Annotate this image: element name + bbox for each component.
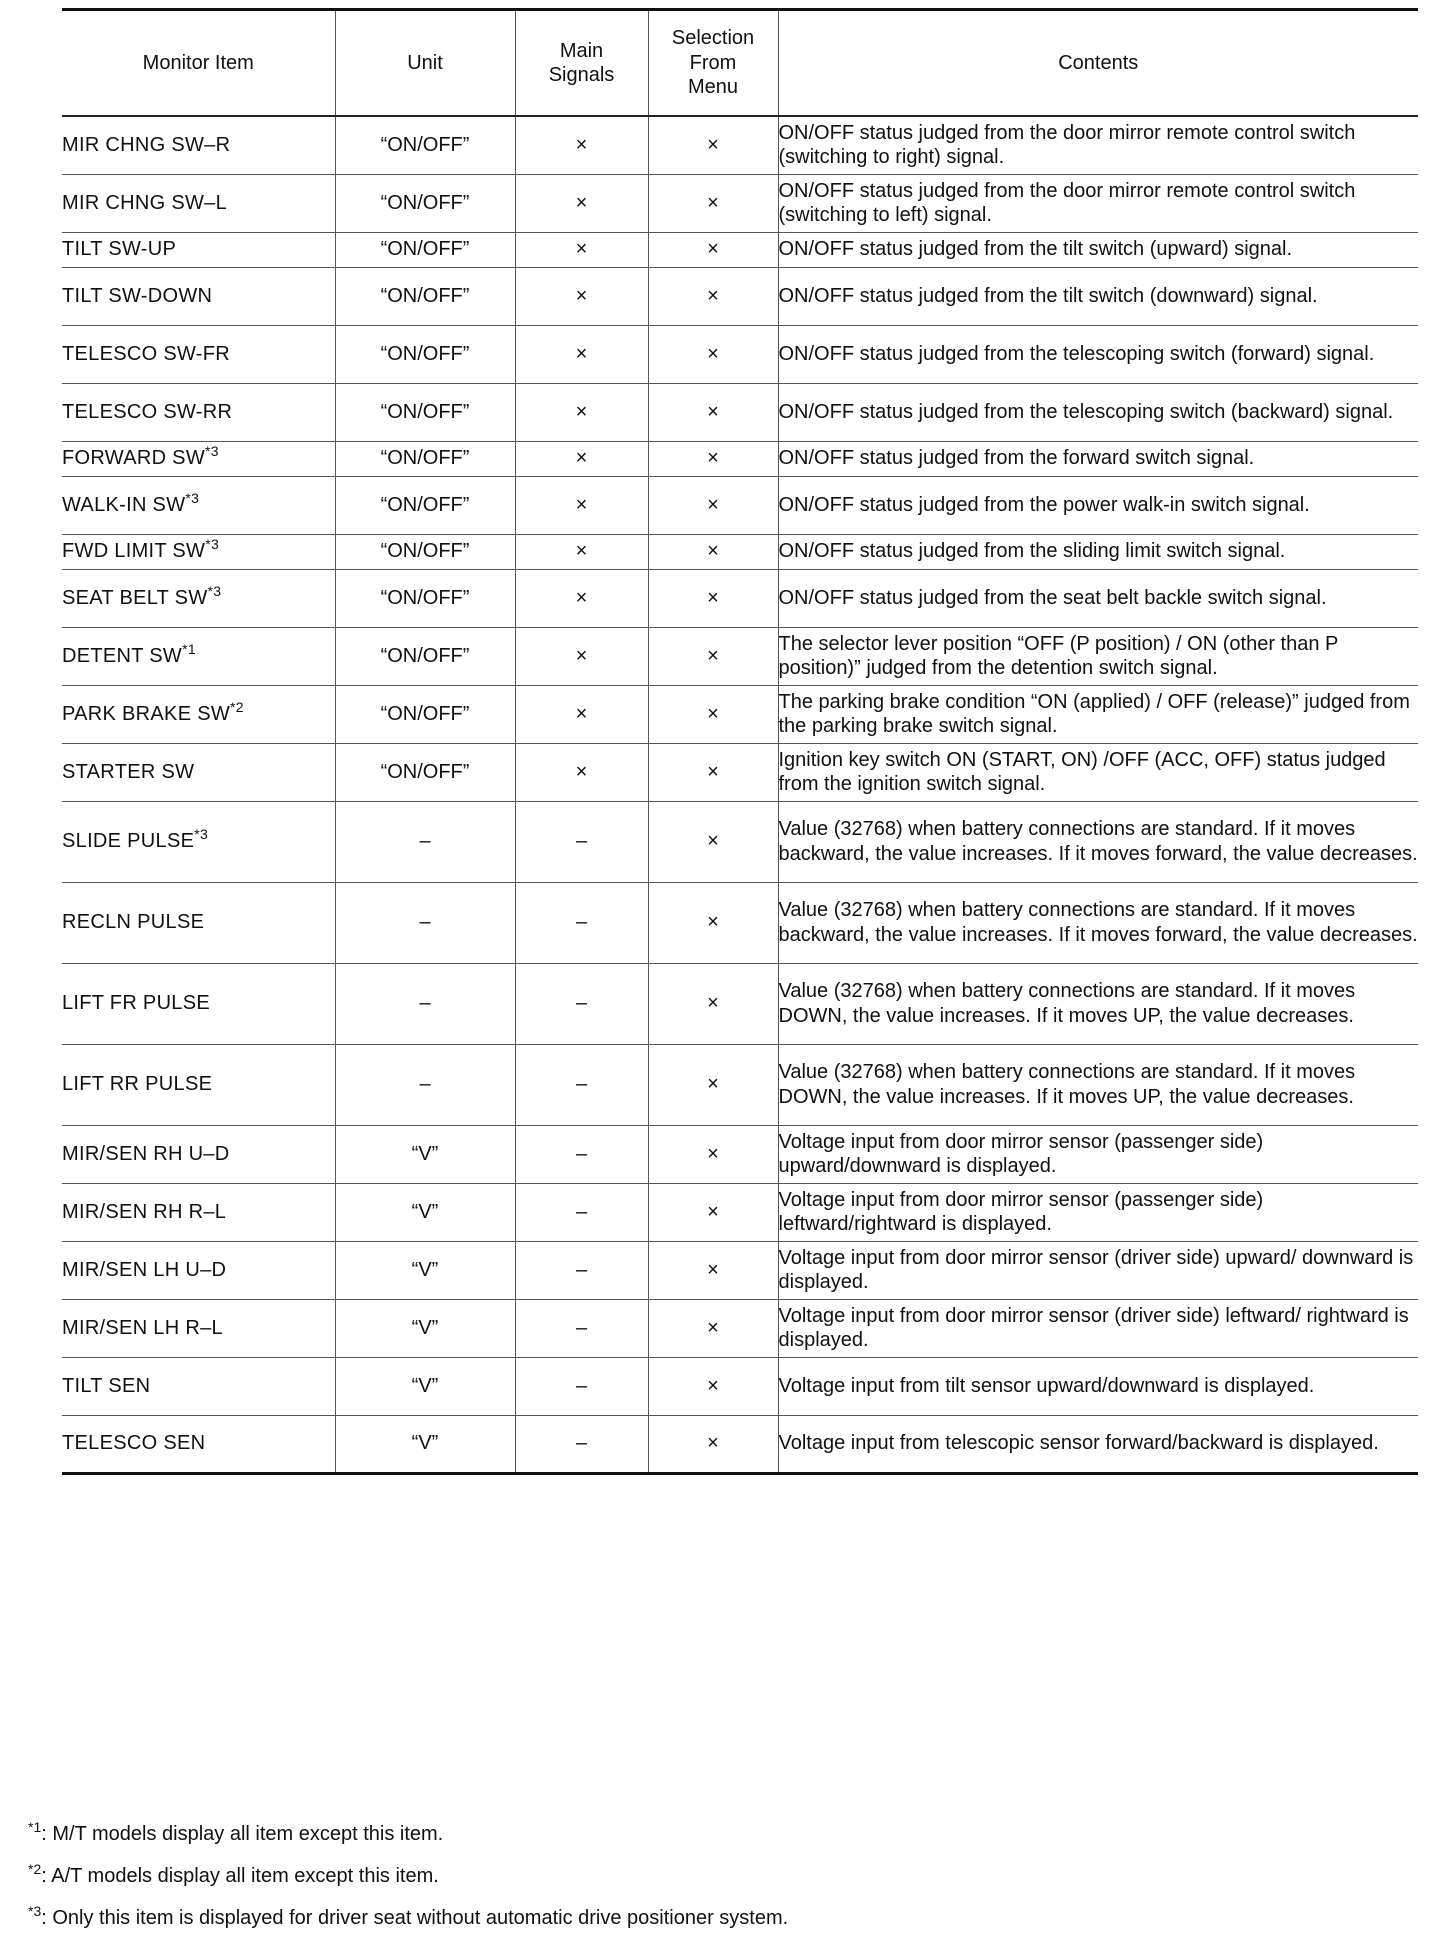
- contents-cell: ON/OFF status judged from the tilt switch (upward) signal.: [778, 232, 1418, 267]
- header-selection-line: Menu: [687, 76, 739, 99]
- unit-cell: “ON/OFF”: [335, 743, 515, 801]
- table-row: [62, 325, 1418, 383]
- footnote: [28, 1819, 788, 1864]
- main-signals-cell: –: [515, 1125, 648, 1183]
- contents-cell: Value (32768) when battery connections are standard. If it moves backward, the value increases. If it moves forward, the value decreases.: [778, 882, 1418, 963]
- selection-from-menu-cell: ×: [648, 1044, 778, 1125]
- footnote-marker: *1: [182, 640, 196, 657]
- monitor-item-label: FWD LIMIT SW: [62, 540, 206, 563]
- monitor-item-cell: [62, 267, 335, 325]
- contents-cell: Voltage input from tilt sensor upward/downward is displayed.: [778, 1357, 1418, 1415]
- selection-from-menu-cell: ×: [648, 882, 778, 963]
- footnote-mark: *1: [28, 1819, 42, 1835]
- monitor-item-cell: [62, 534, 335, 569]
- monitor-item-cell: [62, 1357, 335, 1415]
- table-row: [62, 1415, 1418, 1473]
- selection-from-menu-cell: ×: [648, 534, 778, 569]
- table-body: [62, 116, 1418, 1473]
- table-row: [62, 685, 1418, 743]
- table-row: [62, 963, 1418, 1044]
- selection-from-menu-cell: ×: [648, 1299, 778, 1357]
- unit-cell: “ON/OFF”: [335, 476, 515, 534]
- main-signals-cell: ×: [515, 232, 648, 267]
- footnotes: [28, 1819, 789, 1948]
- table-header: [62, 10, 1418, 117]
- monitor-item-cell: [62, 569, 335, 627]
- main-signals-cell: –: [515, 1183, 648, 1241]
- contents-cell: ON/OFF status judged from the power walk-in switch signal.: [778, 476, 1418, 534]
- table-row: [62, 1125, 1418, 1183]
- monitor-item-label: TILT SW-DOWN: [62, 284, 213, 307]
- monitor-item-cell: [62, 116, 335, 174]
- contents-cell: ON/OFF status judged from the seat belt backle switch signal.: [778, 569, 1418, 627]
- unit-cell: –: [335, 801, 515, 882]
- table-row: [62, 1299, 1418, 1357]
- contents-cell: The parking brake condition “ON (applied) / OFF (release)” judged from the parking brake switch signal.: [778, 685, 1418, 743]
- monitor-item-label: SLIDE PULSE: [62, 830, 195, 853]
- selection-from-menu-cell: ×: [648, 267, 778, 325]
- main-signals-cell: ×: [515, 174, 648, 232]
- monitor-item-cell: [62, 1044, 335, 1125]
- contents-cell: ON/OFF status judged from the tilt switch (downward) signal.: [778, 267, 1418, 325]
- monitor-item-label: MIR/SEN RH U–D: [62, 1142, 230, 1165]
- unit-cell: “ON/OFF”: [335, 383, 515, 441]
- selection-from-menu-cell: ×: [648, 1357, 778, 1415]
- main-signals-cell: –: [515, 1299, 648, 1357]
- selection-from-menu-cell: ×: [648, 627, 778, 685]
- monitor-item-label: WALK-IN SW: [62, 493, 186, 516]
- unit-cell: –: [335, 882, 515, 963]
- monitor-item-cell: [62, 627, 335, 685]
- unit-cell: –: [335, 1044, 515, 1125]
- monitor-item-label: STARTER SW: [62, 760, 195, 783]
- contents-cell: ON/OFF status judged from the telescoping switch (backward) signal.: [778, 383, 1418, 441]
- monitor-item-label: MIR CHNG SW–R: [62, 134, 231, 157]
- header-main-signals-line: Signals: [548, 64, 615, 86]
- table-row: [62, 534, 1418, 569]
- contents-cell: Ignition key switch ON (START, ON) /OFF (ACC, OFF) status judged from the ignition switch signal.: [778, 743, 1418, 801]
- monitor-item-cell: [62, 325, 335, 383]
- footnote-mark: *2: [28, 1861, 42, 1877]
- selection-from-menu-cell: ×: [648, 1415, 778, 1473]
- table-row: [62, 1044, 1418, 1125]
- contents-cell: ON/OFF status judged from the door mirror remote control switch (switching to left) signal.: [778, 174, 1418, 232]
- monitor-item-cell: [62, 1299, 335, 1357]
- contents-cell: ON/OFF status judged from the forward switch signal.: [778, 441, 1418, 476]
- monitor-item-label: LIFT RR PULSE: [62, 1073, 213, 1096]
- monitor-item-label: TILT SEN: [62, 1374, 151, 1397]
- unit-cell: “V”: [335, 1125, 515, 1183]
- selection-from-menu-cell: ×: [648, 1241, 778, 1299]
- header-selection-line: Selection: [671, 27, 755, 50]
- unit-cell: “V”: [335, 1415, 515, 1473]
- footnote-marker: *3: [205, 443, 219, 460]
- main-signals-cell: ×: [515, 476, 648, 534]
- monitor-item-label: TELESCO SEN: [62, 1432, 206, 1455]
- contents-cell: Voltage input from door mirror sensor (driver side) leftward/ rightward is displayed.: [778, 1299, 1418, 1357]
- selection-from-menu-cell: ×: [648, 232, 778, 267]
- table-row: [62, 1241, 1418, 1299]
- monitor-item-label: MIR CHNG SW–L: [62, 191, 228, 214]
- main-signals-cell: –: [515, 1241, 648, 1299]
- contents-cell: The selector lever position “OFF (P position) / ON (other than P position)” judged from the detention switch signal.: [778, 627, 1418, 685]
- unit-cell: “ON/OFF”: [335, 174, 515, 232]
- header-contents: Contents: [778, 10, 1418, 117]
- selection-from-menu-cell: ×: [648, 441, 778, 476]
- main-signals-cell: –: [515, 963, 648, 1044]
- contents-cell: Voltage input from door mirror sensor (driver side) upward/ downward is displayed.: [778, 1241, 1418, 1299]
- selection-from-menu-cell: ×: [648, 174, 778, 232]
- selection-from-menu-cell: ×: [648, 1183, 778, 1241]
- selection-from-menu-cell: ×: [648, 569, 778, 627]
- selection-from-menu-cell: ×: [648, 743, 778, 801]
- main-signals-cell: ×: [515, 325, 648, 383]
- monitor-item-cell: [62, 476, 335, 534]
- selection-from-menu-cell: ×: [648, 963, 778, 1044]
- unit-cell: “ON/OFF”: [335, 325, 515, 383]
- unit-cell: “V”: [335, 1241, 515, 1299]
- monitor-item-label: MIR/SEN LH R–L: [62, 1316, 223, 1339]
- main-signals-cell: –: [515, 1044, 648, 1125]
- main-signals-cell: ×: [515, 267, 648, 325]
- table-row: [62, 1183, 1418, 1241]
- header-selection-line: From: [689, 51, 737, 74]
- main-signals-cell: ×: [515, 383, 648, 441]
- unit-cell: “ON/OFF”: [335, 534, 515, 569]
- contents-cell: ON/OFF status judged from the door mirror remote control switch (switching to right) signal.: [778, 116, 1418, 174]
- unit-cell: “ON/OFF”: [335, 232, 515, 267]
- main-signals-cell: ×: [515, 743, 648, 801]
- footnote-mark: *3: [28, 1903, 42, 1919]
- contents-cell: Value (32768) when battery connections are standard. If it moves backward, the value increases. If it moves forward, the value decreases.: [778, 801, 1418, 882]
- table-row: [62, 801, 1418, 882]
- contents-cell: Value (32768) when battery connections are standard. If it moves DOWN, the value increases. If it moves UP, the value decreases.: [778, 963, 1418, 1044]
- header-row: [62, 10, 1418, 117]
- contents-cell: Voltage input from door mirror sensor (passenger side) upward/downward is displayed.: [778, 1125, 1418, 1183]
- monitor-item-table: [62, 8, 1418, 1475]
- monitor-item-label: SEAT BELT SW: [62, 586, 208, 609]
- header-main-signals-line: Main: [559, 39, 604, 62]
- unit-cell: “ON/OFF”: [335, 627, 515, 685]
- selection-from-menu-cell: ×: [648, 801, 778, 882]
- footnote-text: : M/T models display all item except this item.: [41, 1823, 444, 1845]
- main-signals-cell: –: [515, 1415, 648, 1473]
- header-unit: Unit: [335, 10, 515, 117]
- monitor-item-cell: [62, 174, 335, 232]
- header-main-signals: [515, 10, 648, 117]
- unit-cell: –: [335, 963, 515, 1044]
- footnote-text: : Only this item is displayed for driver seat without automatic drive positioner system.: [41, 1907, 789, 1929]
- footnote-marker: *3: [205, 536, 220, 553]
- table-row: [62, 743, 1418, 801]
- contents-cell: Value (32768) when battery connections are standard. If it moves DOWN, the value increases. If it moves UP, the value decreases.: [778, 1044, 1418, 1125]
- selection-from-menu-cell: ×: [648, 116, 778, 174]
- selection-from-menu-cell: ×: [648, 325, 778, 383]
- contents-cell: ON/OFF status judged from the telescoping switch (forward) signal.: [778, 325, 1418, 383]
- contents-cell: ON/OFF status judged from the sliding limit switch signal.: [778, 534, 1418, 569]
- monitor-item-label: RECLN PULSE: [62, 911, 205, 934]
- monitor-item-label: TELESCO SW-RR: [62, 400, 233, 423]
- table-row: [62, 627, 1418, 685]
- header-selection-from-menu: [648, 10, 778, 117]
- main-signals-cell: –: [515, 801, 648, 882]
- table-row: [62, 476, 1418, 534]
- monitor-item-cell: [62, 801, 335, 882]
- footnote-marker: *3: [194, 826, 209, 843]
- monitor-item-label: LIFT FR PULSE: [62, 992, 211, 1015]
- main-signals-cell: ×: [515, 534, 648, 569]
- unit-cell: “V”: [335, 1183, 515, 1241]
- table-row: [62, 882, 1418, 963]
- monitor-item-label: TILT SW-UP: [62, 238, 177, 261]
- monitor-item-cell: [62, 1415, 335, 1473]
- main-signals-cell: ×: [515, 116, 648, 174]
- table-row: [62, 267, 1418, 325]
- main-signals-cell: ×: [515, 627, 648, 685]
- monitor-item-cell: [62, 383, 335, 441]
- table-row: [62, 1357, 1418, 1415]
- table-row: [62, 383, 1418, 441]
- monitor-item-label: PARK BRAKE SW: [62, 702, 231, 725]
- footnote-marker: *2: [230, 698, 244, 715]
- selection-from-menu-cell: ×: [648, 476, 778, 534]
- unit-cell: “V”: [335, 1357, 515, 1415]
- footnote-marker: *3: [185, 489, 200, 506]
- unit-cell: “ON/OFF”: [335, 441, 515, 476]
- main-signals-cell: ×: [515, 685, 648, 743]
- monitor-item-cell: [62, 1183, 335, 1241]
- contents-cell: Voltage input from telescopic sensor forward/backward is displayed.: [778, 1415, 1418, 1473]
- monitor-item-cell: [62, 743, 335, 801]
- monitor-item-label: DETENT SW: [62, 644, 183, 667]
- monitor-item-label: FORWARD SW: [62, 447, 205, 470]
- monitor-item-cell: [62, 882, 335, 963]
- monitor-item-label: TELESCO SW-FR: [62, 342, 230, 365]
- main-signals-cell: ×: [515, 569, 648, 627]
- footnote-marker: *3: [207, 582, 222, 599]
- monitor-item-cell: [62, 963, 335, 1044]
- footnote: [28, 1861, 788, 1906]
- unit-cell: “ON/OFF”: [335, 569, 515, 627]
- footnote: [28, 1903, 789, 1948]
- table-row: [62, 232, 1418, 267]
- main-signals-cell: –: [515, 882, 648, 963]
- selection-from-menu-cell: ×: [648, 1125, 778, 1183]
- table-row: [62, 116, 1418, 174]
- selection-from-menu-cell: ×: [648, 383, 778, 441]
- table-row: [62, 569, 1418, 627]
- monitor-item-cell: [62, 1125, 335, 1183]
- footnote-text: : A/T models display all item except this item.: [41, 1865, 439, 1887]
- table-row: [62, 441, 1418, 476]
- unit-cell: “ON/OFF”: [335, 685, 515, 743]
- selection-from-menu-cell: ×: [648, 685, 778, 743]
- unit-cell: “ON/OFF”: [335, 267, 515, 325]
- unit-cell: “ON/OFF”: [335, 116, 515, 174]
- monitor-item-label: MIR/SEN LH U–D: [62, 1258, 227, 1281]
- header-monitor-item: Monitor Item: [62, 10, 335, 117]
- table-row: [62, 174, 1418, 232]
- monitor-item-cell: [62, 441, 335, 476]
- monitor-item-label: MIR/SEN RH R–L: [62, 1200, 227, 1223]
- main-signals-cell: –: [515, 1357, 648, 1415]
- main-signals-cell: ×: [515, 441, 648, 476]
- unit-cell: “V”: [335, 1299, 515, 1357]
- monitor-item-cell: [62, 685, 335, 743]
- monitor-item-cell: [62, 232, 335, 267]
- monitor-item-cell: [62, 1241, 335, 1299]
- contents-cell: Voltage input from door mirror sensor (passenger side) leftward/rightward is displayed.: [778, 1183, 1418, 1241]
